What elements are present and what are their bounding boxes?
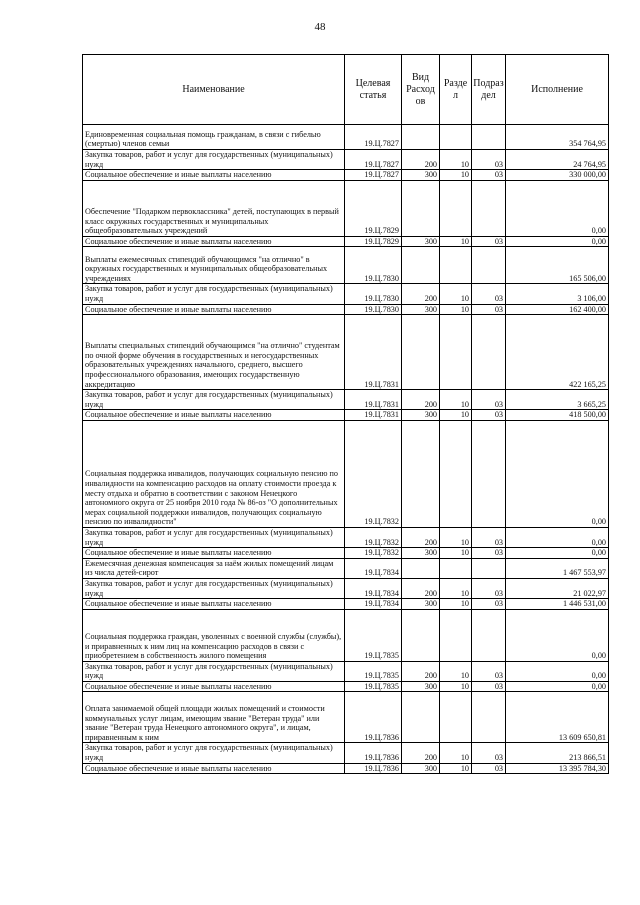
cell-execution: 0,00 (506, 661, 609, 681)
cell-target: 19.Ц.7836 (345, 743, 402, 763)
cell-execution: 330 000,00 (506, 170, 609, 181)
cell-execution: 422 165,25 (506, 315, 609, 390)
table-row (83, 578, 609, 598)
cell-section: 10 (440, 236, 472, 247)
cell-expense-type: 300 (402, 599, 440, 610)
cell-subsection: 03 (472, 150, 506, 170)
header-expense-type: Вид Расход ов (402, 55, 440, 125)
cell-section (440, 609, 472, 661)
cell-name: Социальное обеспечение и иные выплаты населению (83, 236, 345, 247)
cell-section (440, 315, 472, 390)
table-row (83, 315, 609, 390)
table-row (83, 247, 609, 284)
table-row (83, 763, 609, 774)
header-name: Наименование (83, 55, 345, 125)
cell-section: 10 (440, 661, 472, 681)
cell-section: 10 (440, 763, 472, 774)
cell-target: 19.Ц.7827 (345, 125, 402, 150)
cell-expense-type (402, 558, 440, 578)
table-row (83, 420, 609, 527)
cell-expense-type: 300 (402, 304, 440, 315)
cell-execution: 3 665,25 (506, 390, 609, 410)
table-row (83, 681, 609, 692)
header-subsection: Подраз дел (472, 55, 506, 125)
cell-expense-type: 300 (402, 681, 440, 692)
cell-execution: 1 467 553,97 (506, 558, 609, 578)
cell-section: 10 (440, 599, 472, 610)
cell-target: 19.Ц.7835 (345, 681, 402, 692)
cell-subsection: 03 (472, 304, 506, 315)
cell-target: 19.Ц.7832 (345, 548, 402, 559)
cell-name: Обеспечение "Подарком первоклассника" детей, поступающих в первый класс окружных государственных и муниципальных общеобразовательных учреждений (83, 180, 345, 236)
table-row (83, 692, 609, 743)
cell-target: 19.Ц.7827 (345, 170, 402, 181)
table-row (83, 599, 609, 610)
cell-target: 19.Ц.7830 (345, 284, 402, 304)
cell-section: 10 (440, 410, 472, 421)
table-header-row (83, 55, 609, 125)
cell-execution: 13 395 784,30 (506, 763, 609, 774)
cell-subsection: 03 (472, 743, 506, 763)
cell-name: Социальное обеспечение и иные выплаты населению (83, 304, 345, 315)
cell-execution: 354 764,95 (506, 125, 609, 150)
cell-expense-type: 200 (402, 284, 440, 304)
cell-name: Выплаты специальных стипендий обучающимся "на отлично" студентам по очной форме обучения в государственных и негосударственных образовательных учреждениях начального, среднего, высшего профессионального образования, имеющих государственную аккредитацию (83, 315, 345, 390)
cell-expense-type (402, 609, 440, 661)
cell-section: 10 (440, 578, 472, 598)
cell-section (440, 125, 472, 150)
cell-expense-type (402, 125, 440, 150)
cell-expense-type (402, 180, 440, 236)
cell-section (440, 558, 472, 578)
table-row (83, 661, 609, 681)
cell-name: Социальное обеспечение и иные выплаты населению (83, 548, 345, 559)
cell-expense-type: 300 (402, 236, 440, 247)
cell-subsection (472, 692, 506, 743)
cell-subsection: 03 (472, 390, 506, 410)
cell-execution: 24 764,95 (506, 150, 609, 170)
cell-section: 10 (440, 681, 472, 692)
cell-target: 19.Ц.7829 (345, 236, 402, 247)
cell-execution: 0,00 (506, 609, 609, 661)
table-row (83, 410, 609, 421)
cell-name: Закупка товаров, работ и услуг для государственных (муниципальных) нужд (83, 150, 345, 170)
cell-section: 10 (440, 743, 472, 763)
cell-name: Социальное обеспечение и иные выплаты населению (83, 599, 345, 610)
cell-target: 19.Ц.7827 (345, 150, 402, 170)
cell-name: Закупка товаров, работ и услуг для государственных (муниципальных) нужд (83, 284, 345, 304)
cell-subsection (472, 609, 506, 661)
cell-expense-type: 200 (402, 150, 440, 170)
cell-subsection: 03 (472, 284, 506, 304)
table-row (83, 548, 609, 559)
cell-execution: 1 446 531,00 (506, 599, 609, 610)
cell-name: Ежемесячная денежная компенсация за наём жилых помещений лицам из числа детей-сирот (83, 558, 345, 578)
cell-subsection (472, 125, 506, 150)
cell-expense-type: 300 (402, 170, 440, 181)
cell-name: Социальное обеспечение и иные выплаты населению (83, 681, 345, 692)
cell-section (440, 180, 472, 236)
cell-target: 19.Ц.7832 (345, 527, 402, 547)
cell-subsection: 03 (472, 170, 506, 181)
cell-name: Социальная поддержка граждан, уволенных с военной службы (службы), и приравненных к ним лиц на компенсацию расходов в связи с приобретением в собственность жилого помещения (83, 609, 345, 661)
cell-name: Социальное обеспечение и иные выплаты населению (83, 410, 345, 421)
cell-subsection: 03 (472, 578, 506, 598)
cell-name: Выплаты ежемесячных стипендий обучающимся "на отлично" в окружных государственных и муниципальных общеобразовательных учреждениях (83, 247, 345, 284)
cell-section: 10 (440, 390, 472, 410)
cell-execution: 0,00 (506, 548, 609, 559)
cell-name: Социальное обеспечение и иные выплаты населению (83, 170, 345, 181)
cell-target: 19.Ц.7836 (345, 692, 402, 743)
cell-subsection (472, 558, 506, 578)
cell-execution: 418 500,00 (506, 410, 609, 421)
cell-target: 19.Ц.7835 (345, 609, 402, 661)
table-row (83, 390, 609, 410)
table-row (83, 170, 609, 181)
page-number: 48 (314, 21, 326, 33)
cell-subsection: 03 (472, 661, 506, 681)
cell-subsection: 03 (472, 763, 506, 774)
cell-expense-type: 200 (402, 527, 440, 547)
cell-section: 10 (440, 284, 472, 304)
cell-expense-type: 200 (402, 661, 440, 681)
cell-name: Оплата занимаемой общей площади жилых помещений и стоимости коммунальных услуг лицам, имеющим звание "Ветеран труда" или звание "Ветеран труда Ненецкого автономного округа", и лицам, приравненным к ним (83, 692, 345, 743)
table-row (83, 150, 609, 170)
cell-subsection: 03 (472, 410, 506, 421)
cell-section: 10 (440, 527, 472, 547)
cell-expense-type: 300 (402, 548, 440, 559)
cell-subsection: 03 (472, 548, 506, 559)
table-row (83, 284, 609, 304)
table-row (83, 558, 609, 578)
cell-expense-type: 200 (402, 743, 440, 763)
cell-section: 10 (440, 304, 472, 315)
table-row (83, 609, 609, 661)
cell-execution: 162 400,00 (506, 304, 609, 315)
cell-subsection: 03 (472, 599, 506, 610)
cell-expense-type (402, 692, 440, 743)
cell-target: 19.Ц.7830 (345, 304, 402, 315)
table-row (83, 236, 609, 247)
cell-expense-type (402, 247, 440, 284)
cell-name: Социальное обеспечение и иные выплаты населению (83, 763, 345, 774)
cell-target: 19.Ц.7832 (345, 420, 402, 527)
cell-execution: 0,00 (506, 236, 609, 247)
cell-target: 19.Ц.7831 (345, 390, 402, 410)
cell-target: 19.Ц.7829 (345, 180, 402, 236)
cell-target: 19.Ц.7836 (345, 763, 402, 774)
header-target: Целевая статья (345, 55, 402, 125)
cell-execution: 3 106,00 (506, 284, 609, 304)
table-row (83, 304, 609, 315)
cell-execution: 213 866,51 (506, 743, 609, 763)
cell-subsection: 03 (472, 236, 506, 247)
cell-section: 10 (440, 170, 472, 181)
cell-execution: 0,00 (506, 420, 609, 527)
cell-name: Закупка товаров, работ и услуг для государственных (муниципальных) нужд (83, 527, 345, 547)
cell-name: Социальная поддержка инвалидов, получающих социальную пенсию по инвалидности на компенсацию расходов на оплату стоимости проезда к месту отдыха и обратно в соответствии с законом Ненецкого автономного округа от 25 ноября 2010 года № 86-оз "О дополнительных мерах социальной поддержки инвалидов, получающих социальную пенсию по инвалидности" (83, 420, 345, 527)
cell-execution: 21 022,97 (506, 578, 609, 598)
cell-subsection: 03 (472, 681, 506, 692)
cell-subsection (472, 315, 506, 390)
cell-execution: 0,00 (506, 681, 609, 692)
cell-name: Закупка товаров, работ и услуг для государственных (муниципальных) нужд (83, 743, 345, 763)
header-execution: Исполнение (506, 55, 609, 125)
cell-name: Закупка товаров, работ и услуг для государственных (муниципальных) нужд (83, 661, 345, 681)
cell-subsection: 03 (472, 527, 506, 547)
cell-execution: 13 609 650,81 (506, 692, 609, 743)
cell-section (440, 420, 472, 527)
cell-expense-type: 300 (402, 410, 440, 421)
cell-expense-type (402, 420, 440, 527)
cell-expense-type: 200 (402, 390, 440, 410)
cell-section (440, 692, 472, 743)
budget-table (82, 54, 609, 774)
cell-execution: 0,00 (506, 527, 609, 547)
cell-target: 19.Ц.7830 (345, 247, 402, 284)
cell-execution: 0,00 (506, 180, 609, 236)
cell-target: 19.Ц.7831 (345, 315, 402, 390)
cell-name: Единовременная социальная помощь гражданам, в связи с гибелью (смертью) членов семьи (83, 125, 345, 150)
cell-target: 19.Ц.7834 (345, 599, 402, 610)
table-row (83, 743, 609, 763)
cell-name: Закупка товаров, работ и услуг для государственных (муниципальных) нужд (83, 578, 345, 598)
cell-expense-type (402, 315, 440, 390)
cell-target: 19.Ц.7834 (345, 578, 402, 598)
cell-expense-type: 200 (402, 578, 440, 598)
header-section: Разде л (440, 55, 472, 125)
cell-section: 10 (440, 548, 472, 559)
cell-section: 10 (440, 150, 472, 170)
table-row (83, 527, 609, 547)
cell-target: 19.Ц.7831 (345, 410, 402, 421)
table-row (83, 180, 609, 236)
cell-target: 19.Ц.7835 (345, 661, 402, 681)
cell-expense-type: 300 (402, 763, 440, 774)
cell-target: 19.Ц.7834 (345, 558, 402, 578)
cell-subsection (472, 420, 506, 527)
table-row (83, 125, 609, 150)
cell-name: Закупка товаров, работ и услуг для государственных (муниципальных) нужд (83, 390, 345, 410)
cell-subsection (472, 247, 506, 284)
cell-subsection (472, 180, 506, 236)
cell-execution: 165 506,00 (506, 247, 609, 284)
cell-section (440, 247, 472, 284)
